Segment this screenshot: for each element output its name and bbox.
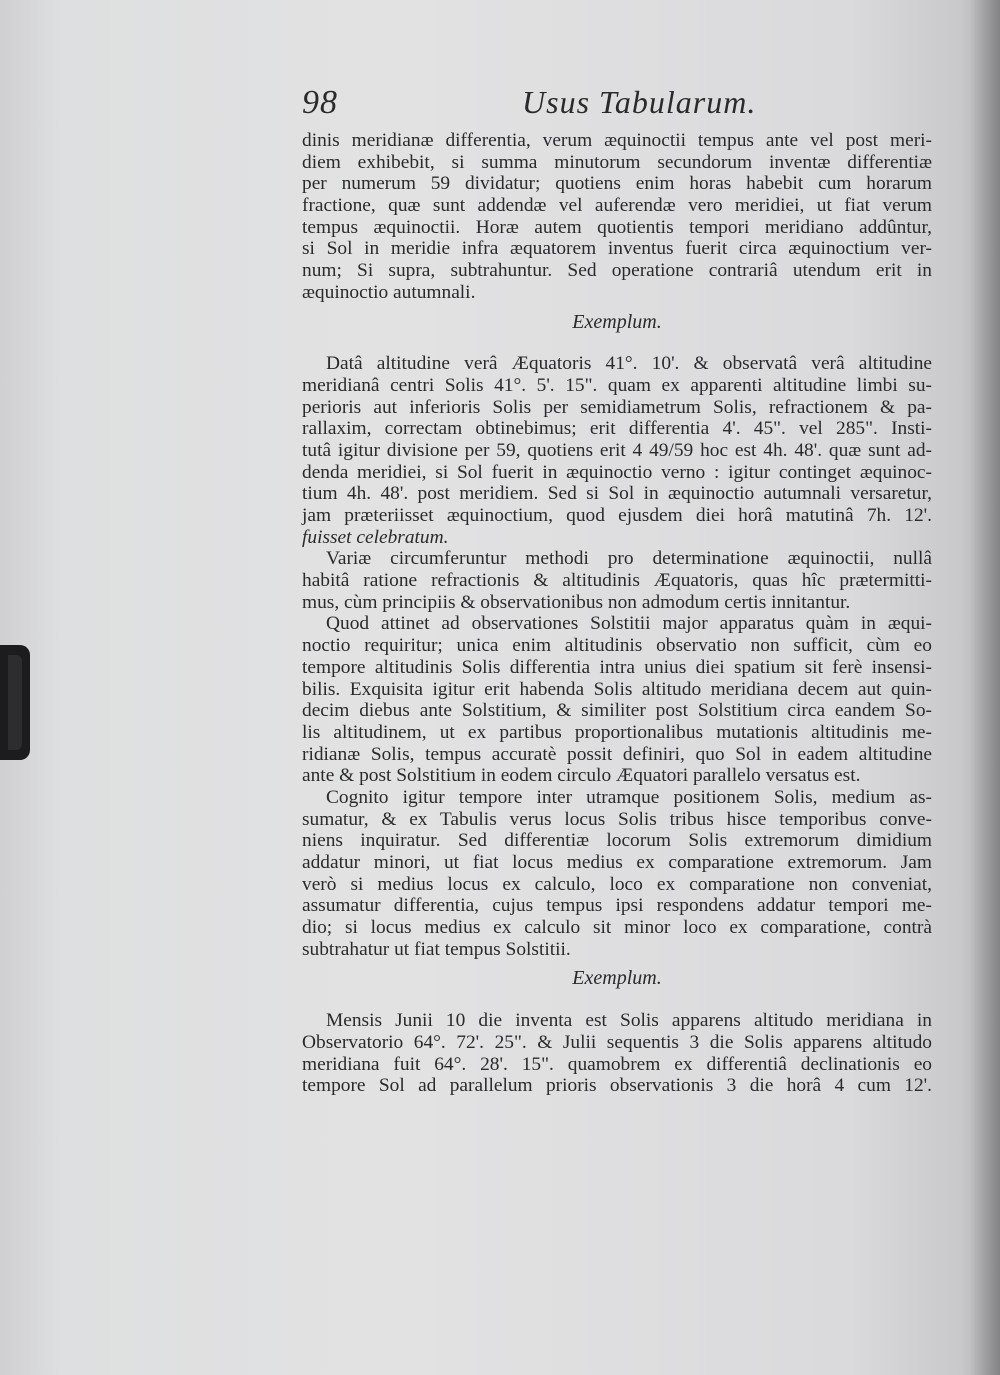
- text-line: niens inquiratur. Sed differentiæ locorum Solis extremorum dimidium: [302, 830, 932, 852]
- page-clip-inner: [8, 655, 22, 750]
- text-line: Mensis Junii 10 die inventa est Solis apparens altitudo meridiana in: [326, 1010, 932, 1032]
- page-gutter-shadow: [970, 0, 1000, 1375]
- text-line: assumatur differentia, cujus tempus ipsi respondens addatur tempori me-: [302, 895, 932, 917]
- text-line: per numerum 59 dividatur; quotiens enim horas habebit cum horarum: [302, 173, 932, 195]
- text-line: habitâ ratione refractionis & altitudinis Æquatoris, quas hîc prætermitti-: [302, 570, 932, 592]
- text-line: decim diebus ante Solstitium, & similiter post Solstitium circa eandem So-: [302, 700, 932, 722]
- page-clip: [0, 645, 30, 760]
- section-heading: Exemplum.: [572, 310, 662, 333]
- text-line: Quod attinet ad observationes Solstitii major apparatus quàm in æqui-: [326, 613, 932, 635]
- text-line: Cognito igitur tempore inter utramque positionem Solis, medium as-: [326, 786, 932, 808]
- text-line: verò si medius locus ex calculo, loco ex comparatione non conveniat,: [302, 873, 932, 895]
- body-text: [302, 130, 932, 1097]
- spacer: [302, 333, 932, 353]
- text-line: perioris aut inferioris Solis per semidiametrum Solis, refractionem & pa-: [302, 396, 932, 418]
- text-line: rallaxim, correctam obtinebimus; erit differentia 4'. 45". vel 285". Insti-: [302, 418, 932, 440]
- text-line: tempus æquinoctii. Horæ autem quotientis tempori meridiano addûntur,: [302, 216, 932, 238]
- text-line: tium 4h. 48'. post meridiem. Sed si Sol in æquinoctio autumnali versaretur,: [302, 483, 932, 505]
- text-line: ante & post Solstitium in eodem circulo Æquatori parallelo versatus est.: [302, 765, 861, 787]
- section-heading: Exemplum.: [572, 967, 662, 990]
- text-line: jam præteriisset æquinoctium, quod ejusdem diei horâ matutinâ 7h. 12'.: [302, 505, 932, 526]
- text-line: dinis meridianæ differentia, verum æquinoctii tempus ante vel post meri-: [302, 130, 932, 151]
- text-line: num; Si supra, subtrahuntur. Sed operatione contrariâ utendum erit in: [302, 260, 932, 282]
- text-line: subtrahatur ut fiat tempus Solstitii.: [302, 938, 571, 960]
- text-line: mus, cùm principiis & observationibus non admodum certis innitantur.: [302, 591, 851, 613]
- text-line: si Sol in meridie infra æquatorem inventus fuerit circa æquinoctium ver-: [302, 238, 932, 260]
- text-line: tutâ igitur divisione per 59, quotiens erit 4 49/59 hoc est 4h. 48'. quæ sunt ad-: [302, 439, 932, 461]
- text-line: Variæ circumferuntur methodi pro determinatione æquinoctii, nullâ: [326, 548, 932, 570]
- text-line: noctio requiritur; unica enim altitudinis observatio non sufficit, cùm eo: [302, 635, 932, 657]
- text-line: sumatur, & ex Tabulis verus locus Solis tribus hisce temporibus conve-: [302, 808, 932, 830]
- text-line: ridianæ Solis, tempus accuratè possit definiri, quo Sol in eadem altitudine: [302, 743, 932, 765]
- text-line: diem exhibebit, si summa minutorum secundorum inventæ differentiæ: [302, 151, 932, 173]
- page-header: [302, 84, 942, 130]
- text-line: meridiana fuit 64°. 28'. 15". quamobrem ex differentiâ declinationis eo: [302, 1053, 932, 1075]
- text-line: lis altitudinem, ut ex partibus proportionalibus mutationis altitudinis me-: [302, 721, 932, 743]
- text-line: dio; si locus medius ex calculo sit minor loco ex comparatione, contrà: [302, 917, 932, 939]
- running-title: Usus Tabularum.: [522, 84, 757, 120]
- text-line: denda meridiei, si Sol fuerit in æquinoctio verno : igitur continget æquinoc-: [302, 461, 932, 483]
- text-line: bilis. Exquisita igitur erit habenda Solis altitudo meridiana decem aut quin-: [302, 678, 932, 700]
- text-line: addatur minori, ut fiat locus medius ex comparatione extremorum. Jam: [302, 852, 932, 873]
- text-line: tempore Sol ad parallelum prioris observationis 3 die horâ 4 cum 12'.: [302, 1075, 932, 1097]
- text-line: fractione, quæ sunt addendæ vel auferendæ vero meridiei, ut fiat verum: [302, 195, 932, 217]
- text-line: fuisset celebratum.: [302, 526, 449, 548]
- text-line: tempore altitudinis Solis differentia intra unius diei spatium sit ferè insensi-: [302, 656, 932, 678]
- text-line: meridianâ centri Solis 41°. 5'. 15". quam ex apparenti altitudine limbi su-: [302, 374, 932, 396]
- text-line: Observatorio 64°. 72'. 25". & Julii sequentis 3 die Solis apparens altitudo: [302, 1031, 932, 1053]
- spacer: [302, 990, 932, 1010]
- text-line: æquinoctio autumnali.: [302, 281, 476, 303]
- text-line: Datâ altitudine verâ Æquatoris 41°. 10'. & observatâ verâ altitudine: [326, 353, 932, 375]
- page-number: 98: [302, 84, 338, 121]
